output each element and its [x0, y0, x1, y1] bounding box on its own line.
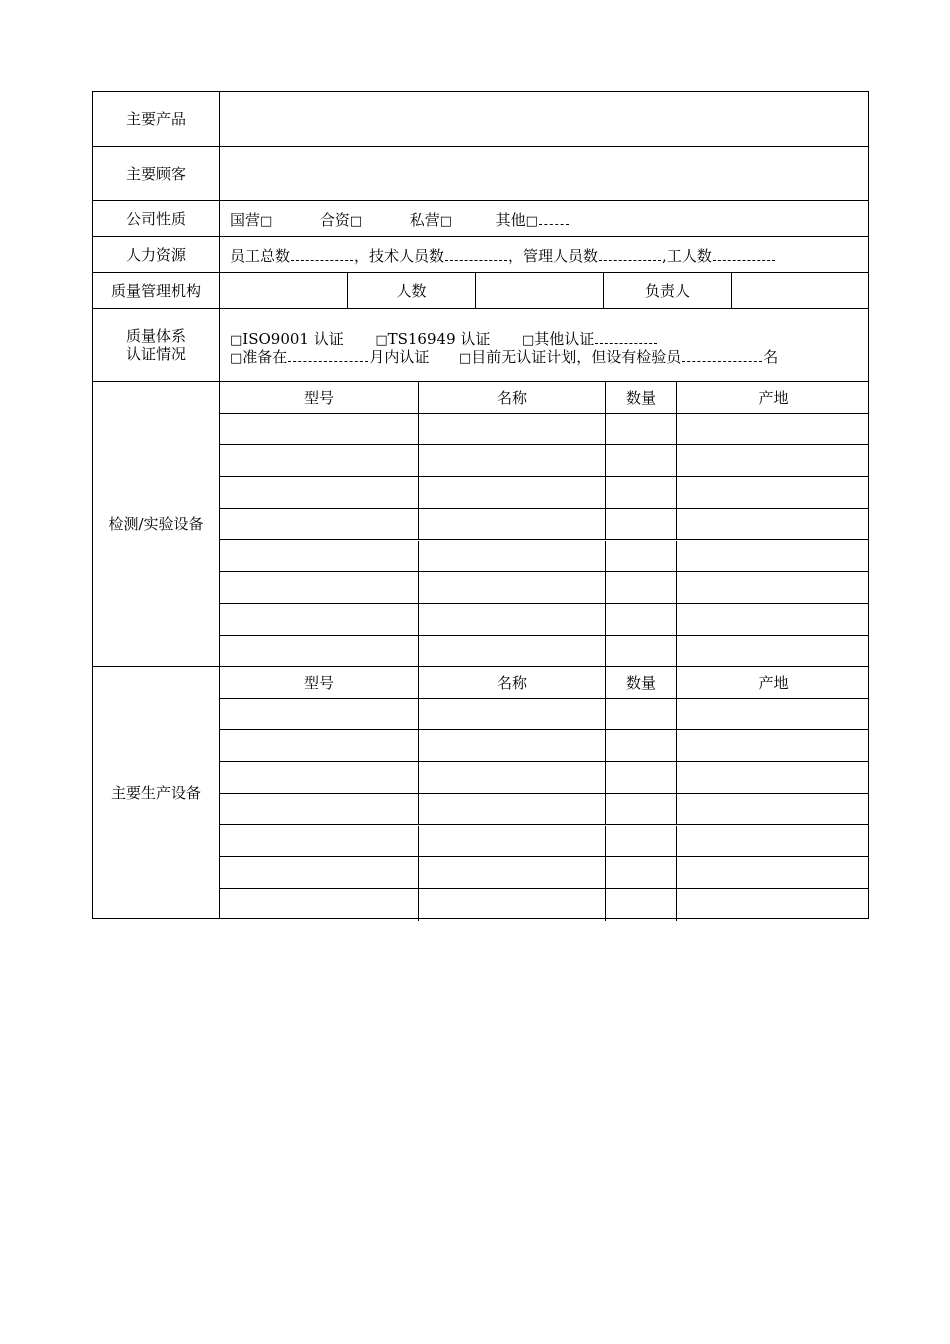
table-cell[interactable]: [419, 509, 606, 540]
table-cell[interactable]: [220, 477, 419, 508]
table-cell[interactable]: [220, 636, 419, 668]
table-cell[interactable]: [606, 604, 677, 635]
option-private[interactable]: 私营□: [409, 211, 453, 229]
table-cell[interactable]: [606, 636, 677, 668]
supplier-form: [92, 91, 869, 919]
checkbox-icon: □: [375, 333, 388, 348]
table-cell[interactable]: [419, 604, 606, 635]
checkbox-icon: □: [230, 351, 243, 366]
table-cell[interactable]: [677, 730, 870, 761]
column-header: 数量: [606, 382, 677, 413]
table-cell[interactable]: [419, 636, 606, 668]
table-cell[interactable]: [606, 572, 677, 603]
testing-equipment-label: 检测/实验设备: [93, 382, 220, 666]
production-equipment-label: 主要生产设备: [93, 667, 220, 918]
table-cell[interactable]: [220, 445, 419, 476]
other-blank[interactable]: [539, 223, 569, 225]
table-row: [220, 541, 868, 573]
main-customers-field[interactable]: [220, 147, 868, 200]
table-cell[interactable]: [677, 889, 870, 921]
table-row: [220, 509, 868, 541]
table-cell[interactable]: [677, 541, 870, 572]
tech-staff-label: ，技术人员数: [354, 247, 445, 265]
table-row: [220, 477, 868, 509]
option-iso9001[interactable]: □ISO9001 认证: [230, 330, 344, 348]
option-ts16949[interactable]: □TS16949 认证: [375, 330, 491, 348]
column-header: 名称: [419, 382, 606, 413]
column-header: 产地: [758, 673, 789, 692]
certification-label: 质量体系 认证情况: [93, 309, 220, 381]
equipment-grid: [220, 667, 868, 918]
table-row: [220, 857, 868, 889]
row-quality-org: [93, 273, 868, 309]
headcount-label: 人数: [348, 273, 476, 308]
table-row: [220, 636, 868, 668]
table-cell[interactable]: [606, 541, 677, 572]
table-cell[interactable]: [419, 445, 606, 476]
table-cell[interactable]: [220, 794, 419, 825]
checkbox-icon: □: [458, 351, 472, 366]
table-cell[interactable]: [220, 762, 419, 793]
quality-org-name-field[interactable]: [220, 273, 348, 308]
headcount-field[interactable]: [476, 273, 604, 308]
column-header: 型号: [220, 667, 419, 698]
option-state-owned[interactable]: 国营□: [230, 211, 273, 229]
inspectors-blank[interactable]: [682, 360, 762, 362]
table-cell[interactable]: [606, 794, 677, 825]
table-cell[interactable]: [606, 889, 677, 921]
table-row: [220, 889, 868, 921]
table-row: [220, 794, 868, 826]
checkbox-icon: □: [521, 333, 535, 348]
table-cell[interactable]: [220, 826, 419, 857]
row-main-products: [93, 92, 868, 147]
table-cell[interactable]: [606, 509, 677, 540]
row-certification: 质量体系 认证情况 □ISO9001 认证 □TS16949 认证 □其他认证 □准备在 月内认证 □目前无认证计划，但设有检验员 名: [93, 309, 868, 382]
table-cell[interactable]: [677, 636, 870, 668]
table-cell[interactable]: [677, 604, 870, 635]
other-cert-blank[interactable]: [595, 342, 657, 344]
table-cell[interactable]: [220, 414, 419, 445]
company-nature-options: [220, 201, 868, 236]
option-no-plan[interactable]: □目前无认证计划，但设有检验员: [458, 348, 682, 366]
quality-org-label: 质量管理机构: [93, 273, 220, 308]
checkbox-icon: □: [349, 214, 363, 229]
option-joint-venture[interactable]: 合资□: [319, 211, 363, 229]
table-cell[interactable]: [220, 541, 419, 572]
months-blank[interactable]: [288, 360, 368, 362]
table-row: [220, 762, 868, 794]
table-header-row: [220, 667, 868, 699]
table-cell[interactable]: [419, 572, 606, 603]
table-cell[interactable]: [606, 414, 677, 445]
table-cell[interactable]: [677, 445, 870, 476]
equipment-grid: [220, 382, 868, 666]
total-staff-blank[interactable]: [291, 259, 353, 261]
row-main-customers: [93, 147, 868, 201]
checkbox-icon: □: [260, 214, 273, 229]
option-other[interactable]: 其他□: [495, 211, 538, 229]
row-hr: [93, 237, 868, 273]
checkbox-icon: □: [439, 214, 453, 229]
table-cell[interactable]: [677, 509, 870, 540]
row-company-nature: [93, 201, 868, 237]
table-cell[interactable]: [419, 762, 606, 793]
table-cell[interactable]: [606, 857, 677, 888]
table-cell[interactable]: [606, 699, 677, 730]
column-header: 型号: [220, 382, 419, 413]
table-cell[interactable]: [677, 414, 870, 445]
table-cell[interactable]: [419, 730, 606, 761]
table-cell[interactable]: [419, 826, 606, 857]
table-cell[interactable]: [419, 477, 606, 508]
table-row: [220, 699, 868, 731]
table-cell[interactable]: [220, 509, 419, 540]
table-row: [220, 572, 868, 604]
mgmt-staff-label: ，管理人员数: [508, 247, 599, 265]
table-cell[interactable]: [220, 699, 419, 730]
table-cell[interactable]: [220, 889, 419, 921]
owner-label: 负责人: [604, 273, 732, 308]
checkbox-icon: □: [525, 214, 538, 229]
table-cell[interactable]: [606, 445, 677, 476]
table-cell[interactable]: [606, 730, 677, 761]
total-staff-label: 员工总数: [230, 247, 291, 265]
table-row: [220, 730, 868, 762]
table-cell[interactable]: [220, 730, 419, 761]
table-cell[interactable]: [419, 889, 606, 921]
tech-staff-blank[interactable]: [445, 259, 507, 261]
row-testing-equipment: [93, 382, 868, 667]
table-cell[interactable]: [220, 572, 419, 603]
table-cell[interactable]: [677, 477, 870, 508]
table-header-row: [220, 382, 868, 414]
main-products-label: 主要产品: [93, 92, 220, 146]
production-equipment-table: [220, 667, 868, 918]
table-cell[interactable]: [419, 541, 606, 572]
column-header: 名称: [419, 667, 606, 698]
main-customers-label: 主要顾客: [93, 147, 220, 200]
column-header: 数量: [606, 667, 677, 698]
table-row: [220, 604, 868, 636]
table-cell[interactable]: [606, 477, 677, 508]
checkbox-icon: □: [230, 333, 243, 348]
workers-label: ,工人数: [662, 247, 712, 265]
table-cell[interactable]: [419, 699, 606, 730]
table-cell[interactable]: [677, 857, 870, 888]
table-cell[interactable]: [677, 699, 870, 730]
table-cell[interactable]: [220, 857, 419, 888]
table-row: [220, 414, 868, 446]
option-preparing[interactable]: □准备在: [230, 348, 288, 366]
table-cell[interactable]: [677, 572, 870, 603]
table-cell[interactable]: [419, 794, 606, 825]
table-cell[interactable]: [677, 762, 870, 793]
table-cell[interactable]: [606, 762, 677, 793]
table-cell[interactable]: [419, 414, 606, 445]
table-cell[interactable]: [220, 604, 419, 635]
workers-blank[interactable]: [713, 259, 775, 261]
table-row: [220, 826, 868, 858]
table-cell[interactable]: [677, 826, 870, 857]
owner-field[interactable]: [732, 273, 868, 308]
table-cell[interactable]: [606, 826, 677, 857]
option-other-cert[interactable]: □其他认证: [521, 330, 595, 348]
row-production-equipment: [93, 667, 868, 918]
table-cell[interactable]: [419, 857, 606, 888]
main-products-field[interactable]: [220, 92, 868, 146]
hr-label: 人力资源: [93, 237, 220, 272]
company-nature-label: 公司性质: [93, 201, 220, 236]
table-cell[interactable]: [677, 794, 870, 825]
mgmt-staff-blank[interactable]: [599, 259, 661, 261]
testing-equipment-table: [220, 382, 868, 666]
column-header: 产地: [758, 388, 789, 407]
table-row: [220, 445, 868, 477]
